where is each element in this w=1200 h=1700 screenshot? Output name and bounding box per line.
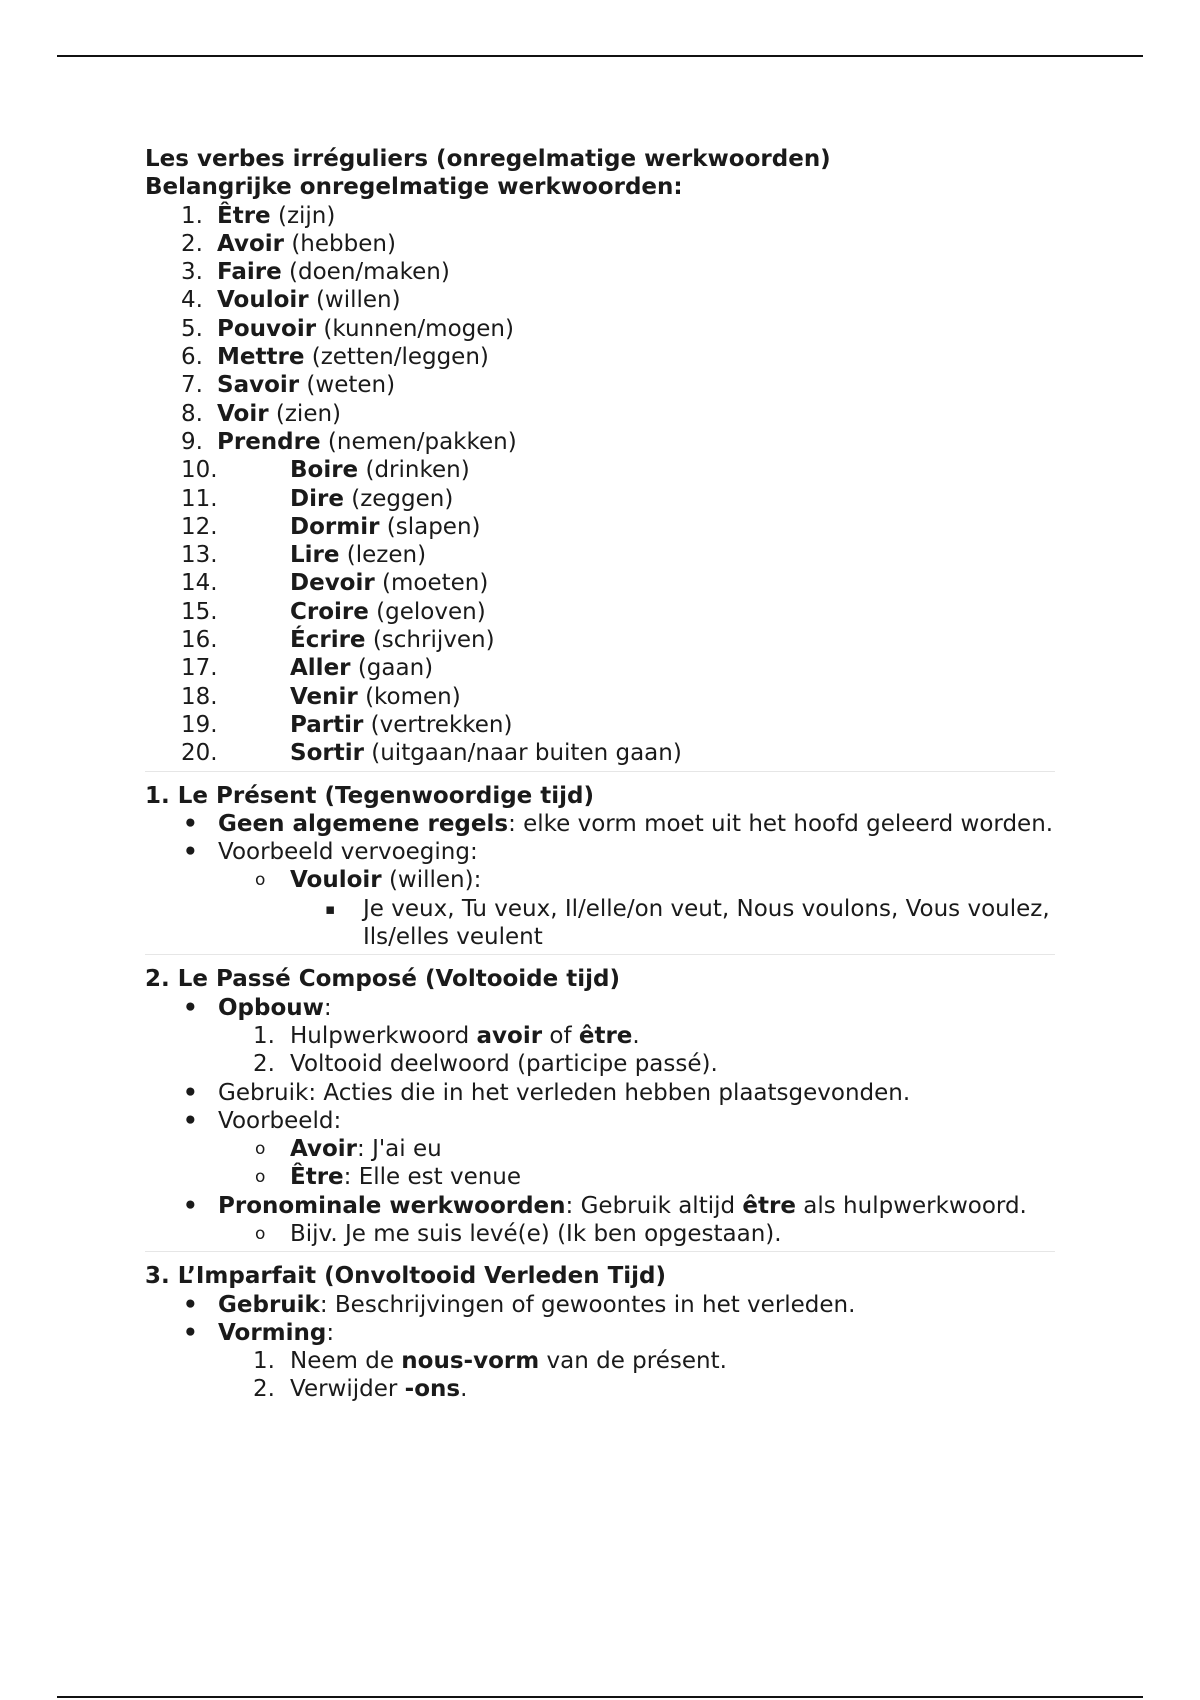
verb-item-10: 10. Boire (drinken)	[181, 457, 470, 484]
section-divider	[145, 771, 1055, 772]
verb-item-19: 19. Partir (vertrekken)	[181, 711, 513, 738]
circle-marker: o	[255, 1139, 266, 1160]
verb-item-5: 5. Pouvoir (kunnen/mogen)	[181, 315, 514, 342]
bullet-marker: •	[183, 839, 198, 866]
bullet-marker: •	[183, 1192, 198, 1219]
verb-item-3: 3. Faire (doen/maken)	[181, 259, 450, 286]
imparfait-bullet-vorming: • Vorming:	[183, 1319, 335, 1346]
present-sub-vouloir: o Vouloir (willen):	[255, 867, 482, 894]
passe-step-1: 1. Hulpwerkwoord avoir of être.	[253, 1022, 640, 1049]
passe-bullet-pronominal: • Pronominale werkwoorden: Gebruik altijd être als hulpwerkwoord.	[183, 1192, 1027, 1219]
verb-item-18: 18. Venir (komen)	[181, 683, 461, 710]
bullet-marker: •	[183, 1319, 198, 1346]
present-conjugation: ▪ Je veux, Tu veux, Il/elle/on veut, Nous voulons, Vous voulez, Ils/elles veulent	[325, 895, 1050, 951]
verb-item-17: 17. Aller (gaan)	[181, 655, 434, 682]
verb-item-9: 9. Prendre (nemen/pakken)	[181, 428, 517, 455]
imparfait-step-2: 2. Verwijder -ons.	[253, 1376, 468, 1403]
present-bullet-example: • Voorbeeld vervoeging:	[183, 839, 478, 866]
square-marker: ▪	[325, 899, 336, 918]
document-body	[145, 145, 1055, 1404]
verb-item-15: 15. Croire (geloven)	[181, 598, 486, 625]
section-subtitle: Belangrijke onregelmatige werkwoorden:	[145, 174, 683, 201]
page-title: Les verbes irréguliers (onregelmatige werkwoorden)	[145, 146, 831, 172]
passe-bullet-voorbeeld: • Voorbeeld:	[183, 1107, 342, 1134]
bottom-rule	[57, 1696, 1143, 1698]
imparfait-step-1: 1. Neem de nous-vorm van de présent.	[253, 1348, 727, 1375]
passe-bullet-gebruik: • Gebruik: Acties die in het verleden hebben plaatsgevonden.	[183, 1079, 911, 1106]
verb-item-1: 1. Être (zijn)	[181, 202, 336, 229]
top-rule	[57, 55, 1143, 57]
passe-heading: 2. Le Passé Composé (Voltooide tijd)	[145, 966, 620, 993]
imparfait-heading: 3. L’Imparfait (Onvoltooid Verleden Tijd)	[145, 1263, 667, 1290]
passe-bullet-opbouw: • Opbouw:	[183, 994, 332, 1021]
passe-pronominal-example: o Bijv. Je me suis levé(e) (Ik ben opgestaan).	[255, 1220, 782, 1247]
verb-item-16: 16. Écrire (schrijven)	[181, 627, 495, 654]
imparfait-bullet-gebruik: • Gebruik: Beschrijvingen of gewoontes in het verleden.	[183, 1291, 856, 1318]
verb-item-14: 14. Devoir (moeten)	[181, 570, 489, 597]
passe-example-etre: o Être: Elle est venue	[255, 1164, 522, 1191]
verb-item-11: 11. Dire (zeggen)	[181, 485, 454, 512]
bullet-marker: •	[183, 994, 198, 1021]
circle-marker: o	[255, 1167, 266, 1188]
verb-item-13: 13. Lire (lezen)	[181, 542, 427, 569]
passe-example-avoir: o Avoir: J'ai eu	[255, 1136, 442, 1163]
verb-item-12: 12. Dormir (slapen)	[181, 513, 481, 540]
section-divider	[145, 1251, 1055, 1252]
circle-marker: o	[255, 870, 266, 891]
section-divider	[145, 954, 1055, 955]
bullet-marker: •	[183, 810, 198, 837]
present-heading: 1. Le Présent (Tegenwoordige tijd)	[145, 782, 595, 809]
bullet-marker: •	[183, 1291, 198, 1318]
verb-item-4: 4. Vouloir (willen)	[181, 287, 401, 314]
bullet-marker: •	[183, 1079, 198, 1106]
verb-item-7: 7. Savoir (weten)	[181, 372, 396, 399]
verb-item-8: 8. Voir (zien)	[181, 400, 342, 427]
present-bullet-rules: • Geen algemene regels: elke vorm moet uit het hoofd geleerd worden.	[183, 810, 1054, 837]
passe-step-2: 2. Voltooid deelwoord (participe passé).	[253, 1051, 718, 1078]
verb-item-2: 2. Avoir (hebben)	[181, 230, 396, 257]
verb-item-6: 6. Mettre (zetten/leggen)	[181, 344, 489, 371]
bullet-marker: •	[183, 1107, 198, 1134]
circle-marker: o	[255, 1223, 266, 1244]
verb-item-20: 20. Sortir (uitgaan/naar buiten gaan)	[181, 740, 682, 767]
